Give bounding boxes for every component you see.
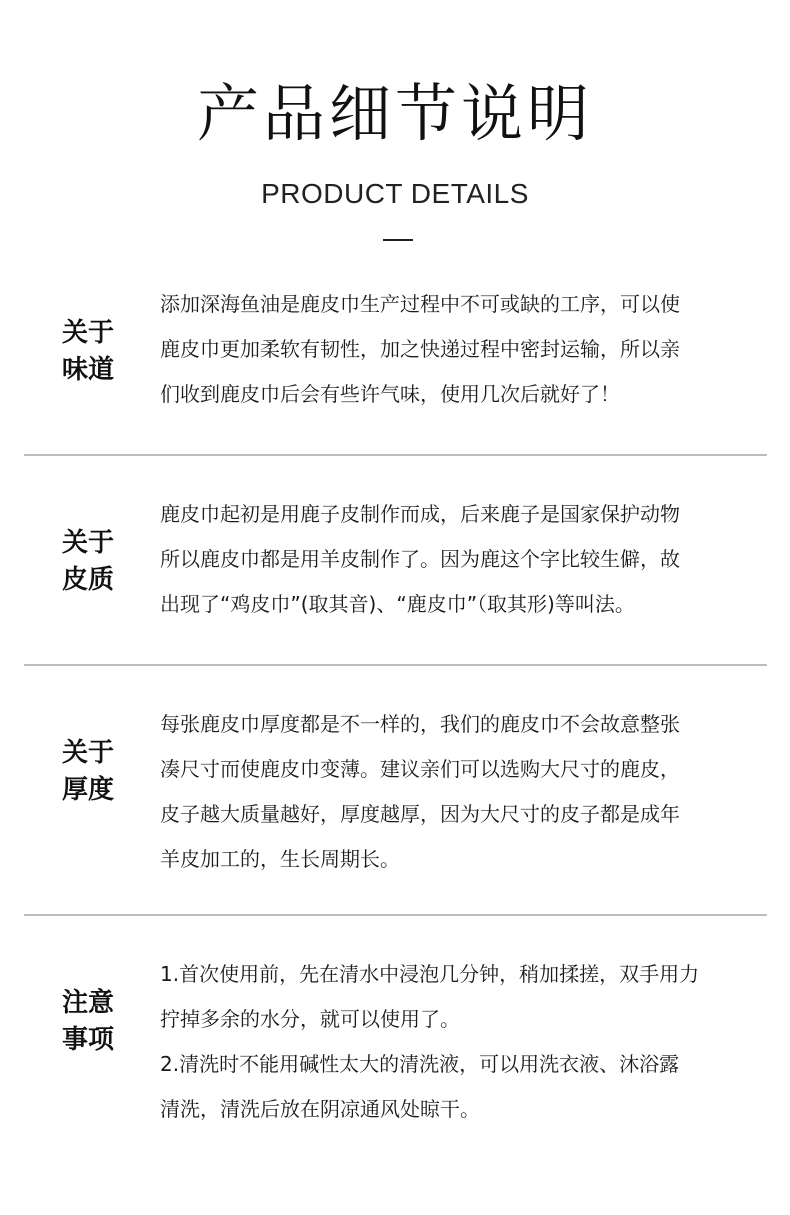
body-line: 们收到鹿皮巾后会有些许气味，使用几次后就好了！ [160, 382, 620, 406]
section-body [160, 952, 760, 1132]
body-line: 2.清洗时不能用碱性太大的清洗液，可以用洗衣液、沐浴露 [160, 1052, 680, 1076]
section-divider [24, 454, 767, 456]
section-divider [24, 664, 767, 666]
section-label-line2: 皮质 [62, 565, 115, 595]
body-line: 添加深海鱼油是鹿皮巾生产过程中不可或缺的工序，可以使 [160, 292, 680, 316]
section-label-line1: 关于 [62, 318, 115, 348]
section-body [160, 492, 760, 627]
section-label [62, 525, 122, 599]
section-divider [24, 914, 767, 916]
body-line: 每张鹿皮巾厚度都是不一样的，我们的鹿皮巾不会故意整张 [160, 712, 680, 736]
section-label-line2: 厚度 [62, 775, 115, 805]
section-label [62, 315, 122, 389]
section-label-line1: 关于 [62, 528, 115, 558]
page-subtitle: PRODUCT DETAILS [261, 178, 529, 209]
section-label-line2: 味道 [62, 355, 115, 385]
body-line: 鹿皮巾起初是用鹿子皮制作而成，后来鹿子是国家保护动物 [160, 502, 680, 526]
body-line: 所以鹿皮巾都是用羊皮制作了。因为鹿这个字比较生僻，故 [160, 547, 680, 571]
section-label-line1: 注意 [62, 988, 115, 1018]
body-line: 清洗，清洗后放在阴凉通风处晾干。 [160, 1097, 480, 1121]
body-line: 拧掉多余的水分，就可以使用了。 [160, 1007, 460, 1031]
section-label-line2: 事项 [62, 1025, 115, 1055]
body-line: 皮子越大质量越好，厚度越厚，因为大尺寸的皮子都是成年 [160, 802, 680, 826]
title-underline [383, 239, 413, 241]
body-line: 1.首次使用前，先在清水中浸泡几分钟，稍加揉搓，双手用力 [160, 962, 700, 986]
section-label [62, 735, 122, 809]
body-line: 羊皮加工的，生长周期长。 [160, 847, 400, 871]
body-line: 鹿皮巾更加柔软有韧性，加之快递过程中密封运输，所以亲 [160, 337, 680, 361]
body-line: 出现了“鸡皮巾”(取其音)、“鹿皮巾”（取其形)等叫法。 [160, 592, 635, 616]
section-body [160, 282, 760, 417]
section-body [160, 702, 760, 882]
body-line: 凑尺寸而使鹿皮巾变薄。建议亲们可以选购大尺寸的鹿皮， [160, 757, 680, 781]
page-title: 产品细节说明 [196, 77, 593, 150]
section-label-line1: 关于 [62, 738, 115, 768]
section-label [62, 985, 122, 1059]
